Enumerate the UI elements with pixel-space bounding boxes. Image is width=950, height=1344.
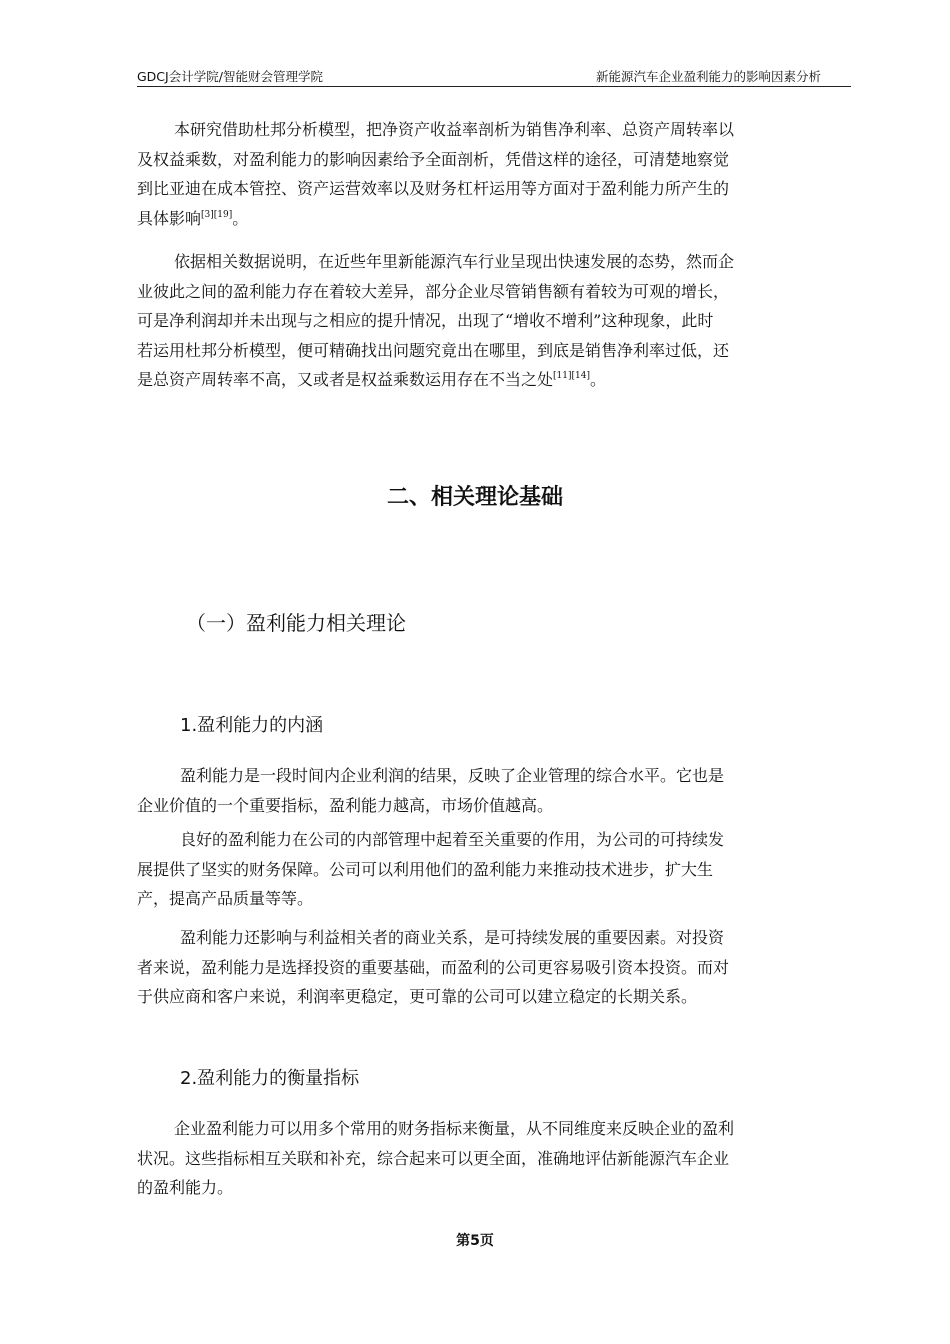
text-line: 可是净利润却并未出现与之相应的提升情况，出现了“增收不增利”这种现象，此时 [137, 311, 714, 330]
citation: [3][19] [201, 209, 233, 220]
text-line: 产，提高产品质量等等。 [137, 889, 314, 908]
text-line: 依据相关数据说明，在近些年里新能源汽车行业呈现出快速发展的态势，然而企 [174, 252, 735, 271]
text-segment: 是总资产周转率不高，又或者是权益乘数运用存在不当之处 [137, 370, 554, 389]
subsection-title: （一）盈利能力相关理论 [186, 611, 406, 635]
topic-2-title: 2.盈利能力的衡量指标 [180, 1068, 360, 1089]
text-line: 及权益乘数，对盈利能力的影响因素给予全面剖析，凭借这样的途径，可清楚地察觉 [137, 149, 730, 169]
text-line: 本研究借助杜邦分析模型，把净资产收益率剖析为销售净利率、总资产周转率以 [174, 120, 735, 139]
page-number: 第5页 [456, 1233, 494, 1249]
header-institution: GDCJ会计学院/智能财会管理学院 [137, 69, 323, 84]
text-line: 到比亚迪在成本管控、资产运营效率以及财务杠杆运用等方面对于盈利能力所产生的 [137, 179, 730, 198]
header-paper-title: 新能源汽车企业盈利能力的影响因素分析 [595, 69, 821, 84]
text-line: 良好的盈利能力在公司的内部管理中起着至关重要的作用，为公司的可持续发 [180, 830, 725, 849]
citation: [11][14] [553, 371, 590, 381]
text-line: 企业价值的一个重要指标，盈利能力越高，市场价值越高。 [137, 795, 554, 815]
text-segment: 。 [232, 208, 249, 228]
topic-1-paragraph-3 [137, 923, 851, 1012]
text-line: 若运用杜邦分析模型，便可精确找出问题究竟出在哪里，到底是销售净利率过低，还 [137, 340, 730, 360]
page-header [137, 66, 851, 87]
topic-1-paragraph-1 [137, 761, 851, 820]
section-title: 二、相关理论基础 [386, 485, 563, 510]
text-line: 状况。这些指标相互关联和补充，综合起来可以更全面，准确地评估新能源汽车企业 [137, 1148, 730, 1168]
text-line [137, 365, 851, 395]
topic-1-paragraph-2 [137, 825, 851, 914]
topic-1-title: 1.盈利能力的内涵 [180, 715, 324, 736]
topic-2-paragraph-1 [137, 1114, 851, 1203]
text-line: 盈利能力是一段时间内企业利润的结果，反映了企业管理的综合水平。它也是 [180, 766, 725, 785]
intro-paragraph-2 [137, 247, 851, 395]
text-line [137, 204, 851, 234]
intro-paragraph-1 [137, 115, 851, 233]
text-line: 于供应商和客户来说，利润率更稳定，更可靠的公司可以建立稳定的长期关系。 [137, 987, 698, 1006]
text-line: 盈利能力还影响与利益相关者的商业关系，是可持续发展的重要因素。对投资 [180, 928, 725, 947]
text-line: 者来说，盈利能力是选择投资的重要基础，而盈利的公司更容易吸引资本投资。而对 [137, 957, 730, 977]
text-line: 的盈利能力。 [137, 1178, 234, 1197]
text-segment: 具体影响 [137, 208, 202, 228]
text-line: 展提供了坚实的财务保障。公司可以利用他们的盈利能力来推动技术进步，扩大生 [137, 859, 714, 879]
text-segment: 。 [589, 370, 606, 389]
text-line: 业彼此之间的盈利能力存在着较大差异，部分企业尽管销售额有着较为可观的增长， [137, 281, 730, 301]
text-line: 企业盈利能力可以用多个常用的财务指标来衡量，从不同维度来反映企业的盈利 [174, 1119, 735, 1138]
